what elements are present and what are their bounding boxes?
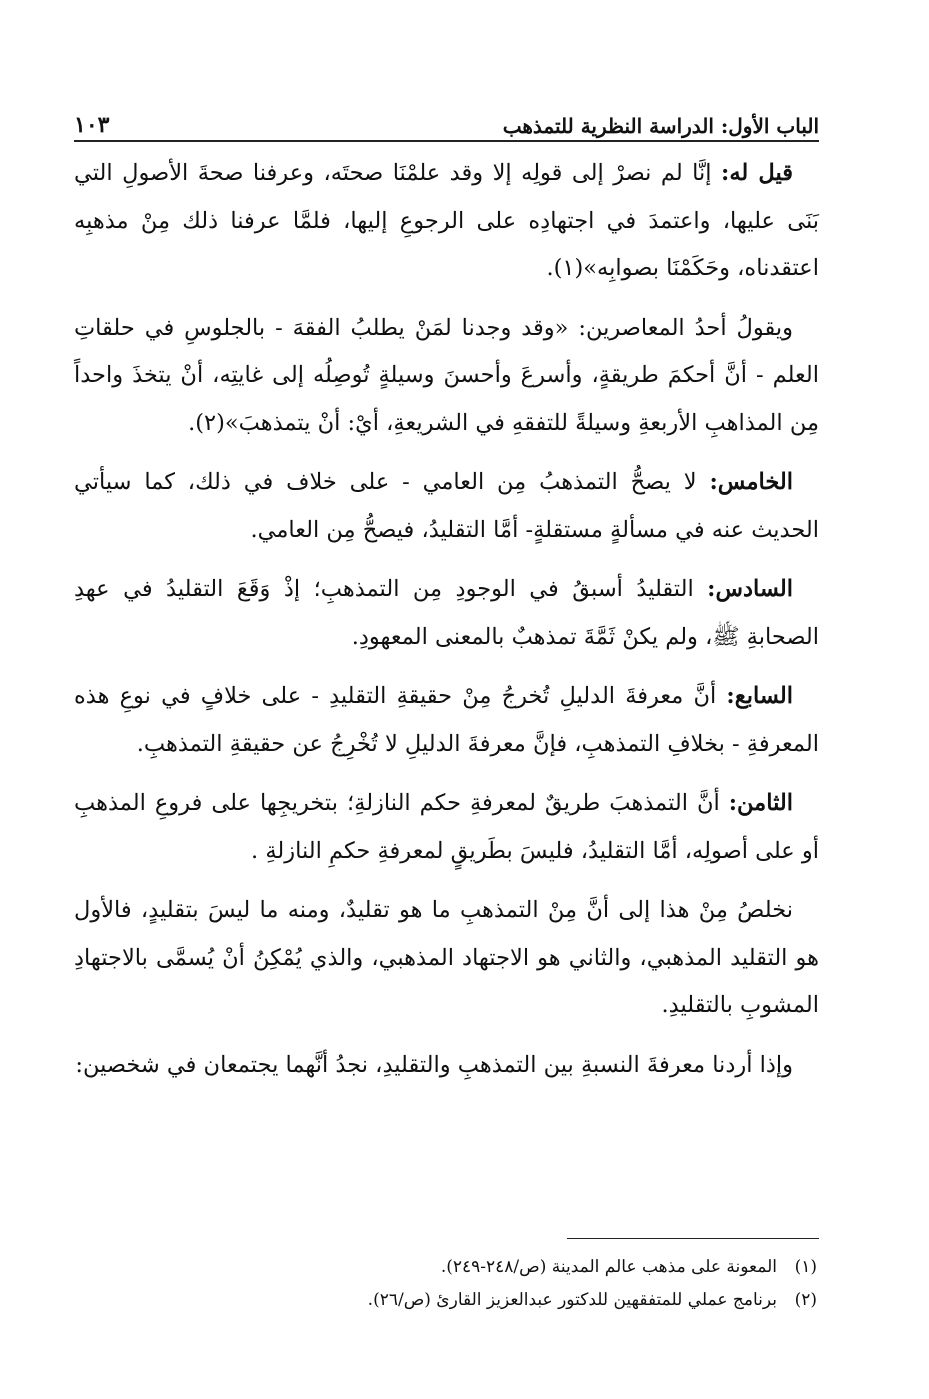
paragraph-text: أنَّ معرفةَ الدليلِ تُخرجُ مِنْ حقيقةِ التقليدِ - على خلافٍ في نوعِ هذه المعرفةِ - بخلافِ التمذهبِ، فإنَّ معرفةَ الدليلِ لا تُخْرِجُ عن حقيقةِ التمذهبِ. [74,683,819,757]
paragraph [74,566,819,661]
paragraph [74,305,819,448]
footnote-text: المعونة على مذهب عالم المدينة (ص/٢٤٨-٢٤٩). [440,1257,777,1277]
footnote [74,1251,817,1284]
page-number: ١٠٣ [74,112,110,138]
paragraph [74,673,819,768]
paragraph-text: التقليدُ أسبقُ في الوجودِ مِن التمذهبِ؛ إذْ وَقَعَ التقليدُ في عهدِ الصحابةِ ﷺ، ولم يكنْ ثَمَّةَ تمذهبٌ بالمعنى المعهودِ. [74,576,819,650]
paragraph-text: ويقولُ أحدُ المعاصرين: «وقد وجدنا لمَنْ يطلبُ الفقهَ - بالجلوسِ في حلقاتِ العلم - أنَّ أحكمَ طريقةٍ، وأسرعَ وأحسنَ وسيلةٍ تُوصِلُه إلى غايتِه، أنْ يتخذَ واحداً مِن المذاهبِ الأربعةِ وسيلةً للتفقهِ في الشريعةِ، أيْ: أنْ يتمذهبَ»(٢). [74,314,819,436]
paragraph-text: نخلصُ مِنْ هذا إلى أنَّ مِنْ التمذهبِ ما هو تقليدٌ، ومنه ما ليسَ بتقليدٍ، فالأول هو التقليد المذهبي، والثاني هو الاجتهاد المذهبي، والذي يُمْكِنُ أنْ يُسمَّى بالاجتهادِ المشوبِ بالتقليدِ. [74,897,819,1018]
running-title: الباب الأول: الدراسة النظرية للتمذهب [502,114,819,138]
paragraph-lead: الثامن: [728,790,793,816]
main-text [74,150,819,1101]
paragraph-lead: قيل له: [721,160,793,186]
paragraph [74,459,819,554]
paragraph [74,150,819,293]
paragraph-lead: الخامس: [709,469,793,495]
footnote-text: برنامج عملي للمتفقهين للدكتور عبدالعزيز القارئ (ص/٢٦). [367,1290,777,1310]
footnote-number: (٢) [794,1290,817,1310]
running-header [74,104,819,138]
footnotes [74,1251,817,1317]
paragraph-text: إنَّا لم نصرْ إلى قولِه إلا وقد علمْنَا صحتَه، وعرفنا صحةَ الأصولِ التي بَنَى عليها، واعتمدَ في اجتهادِه على الرجوعِ إليها، فلمَّا عرفنا ذلك مِنْ مذهبِه اعتقدناه، وحَكَمْنَا بصوابِه»(١). [74,160,819,281]
footnote [74,1284,817,1317]
paragraph [74,887,819,1030]
footnote-rule [567,1238,819,1239]
paragraph-lead: السابع: [726,683,793,709]
paragraph-lead: السادس: [707,576,793,602]
paragraph-text: لا يصحُّ التمذهبُ مِن العامي - على خلاف في ذلك، كما سيأتي الحديث عنه في مسألةٍ مستقلةٍ- أمَّا التقليدُ، فيصحُّ مِن العامي. [74,469,819,543]
footnote-number: (١) [794,1257,817,1277]
paragraph [74,1042,819,1090]
paragraph-text: وإذا أردنا معرفةَ النسبةِ بين التمذهبِ والتقليدِ، نجدُ أنَّهما يجتمعان في شخصين: [75,1051,793,1078]
header-rule [74,140,819,142]
paragraph-text: أنَّ التمذهبَ طريقٌ لمعرفةِ حكم النازلةِ؛ بتخريجِها على فروعِ المذهبِ أو على أصولِه، أمَّا التقليدُ، فليسَ بطَريقٍ لمعرفةِ حكمِ النازلةِ . [74,790,819,864]
paragraph [74,780,819,875]
